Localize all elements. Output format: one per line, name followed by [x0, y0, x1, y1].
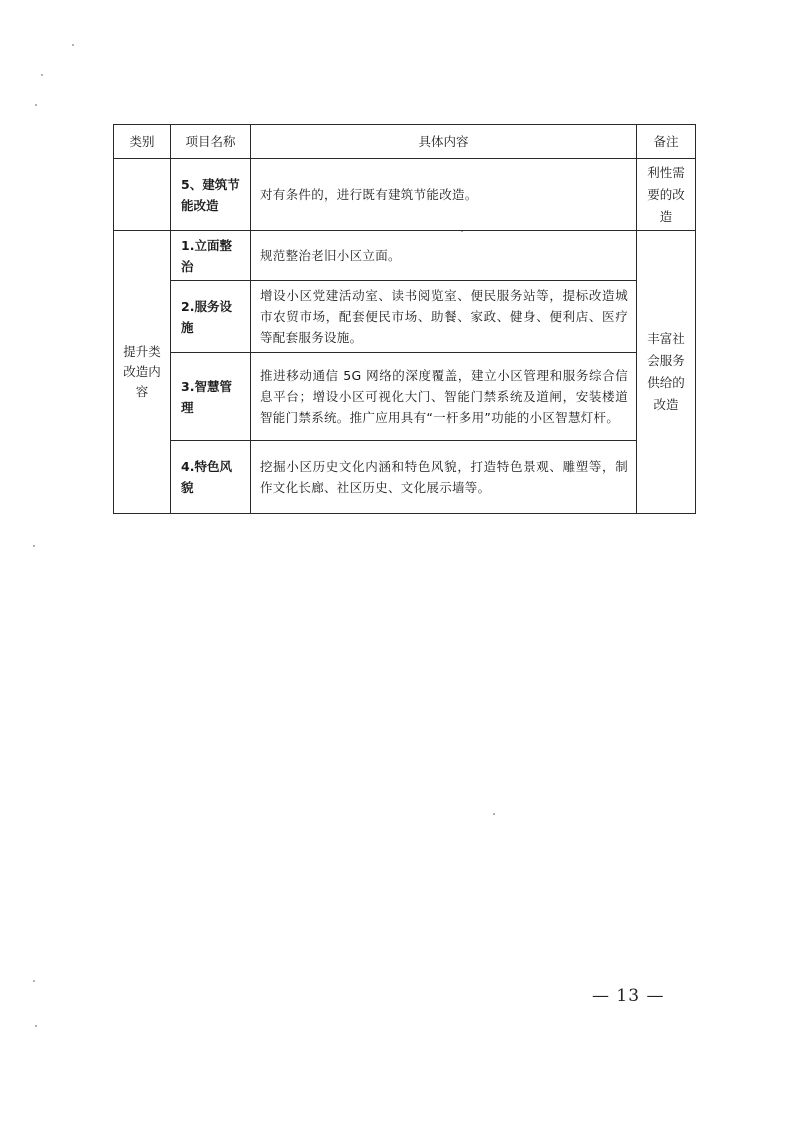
category-cell-upgrade: 提升类改造内容	[114, 231, 171, 514]
header-category: 类别	[114, 125, 171, 159]
content-cell: 增设小区党建活动室、读书阅览室、便民服务站等，提标改造城市农贸市场，配套便民市场、助餐、家政、健身、便利店、医疗等配套服务设施。	[251, 281, 637, 353]
note-cell-group: 丰富社会服务供给的改造	[637, 231, 696, 514]
table-row	[114, 231, 696, 281]
project-name-cell: 1.立面整治	[171, 231, 251, 281]
scan-speck	[33, 545, 35, 547]
renovation-table	[113, 124, 696, 514]
table-row	[114, 441, 696, 514]
scan-speck	[41, 74, 43, 76]
content-cell: 推进移动通信 5G 网络的深度覆盖，建立小区管理和服务综合信息平台；增设小区可视化大门、智能门禁系统及道闸，安装楼道智能门禁系统。推广应用具有“一杆多用”功能的小区智慧灯杆。	[251, 353, 637, 441]
project-name-cell: 4.特色风貌	[171, 441, 251, 514]
category-cell-empty	[114, 159, 171, 231]
content-cell: 规范整治老旧小区立面。	[251, 231, 637, 281]
page-number: — 13 —	[592, 986, 665, 1006]
scan-speck	[72, 44, 74, 46]
note-cell: 利性需要的改造	[637, 159, 696, 231]
header-note: 备注	[637, 125, 696, 159]
table-row	[114, 281, 696, 353]
scan-speck	[493, 813, 495, 815]
scan-speck	[35, 104, 37, 106]
header-project-name: 项目名称	[171, 125, 251, 159]
content-cell: 对有条件的，进行既有建筑节能改造。	[251, 159, 637, 231]
project-name-cell: 2.服务设施	[171, 281, 251, 353]
table-header-row	[114, 125, 696, 159]
scan-speck	[35, 1025, 37, 1027]
project-name-cell: 3.智慧管理	[171, 353, 251, 441]
content-cell: 挖掘小区历史文化内涵和特色风貌，打造特色景观、雕塑等，制作文化长廊、社区历史、文化展示墙等。	[251, 441, 637, 514]
header-content: 具体内容	[251, 125, 637, 159]
project-name-cell: 5、建筑节能改造	[171, 159, 251, 231]
table-row	[114, 159, 696, 231]
scan-speck	[33, 980, 35, 982]
table-row	[114, 353, 696, 441]
